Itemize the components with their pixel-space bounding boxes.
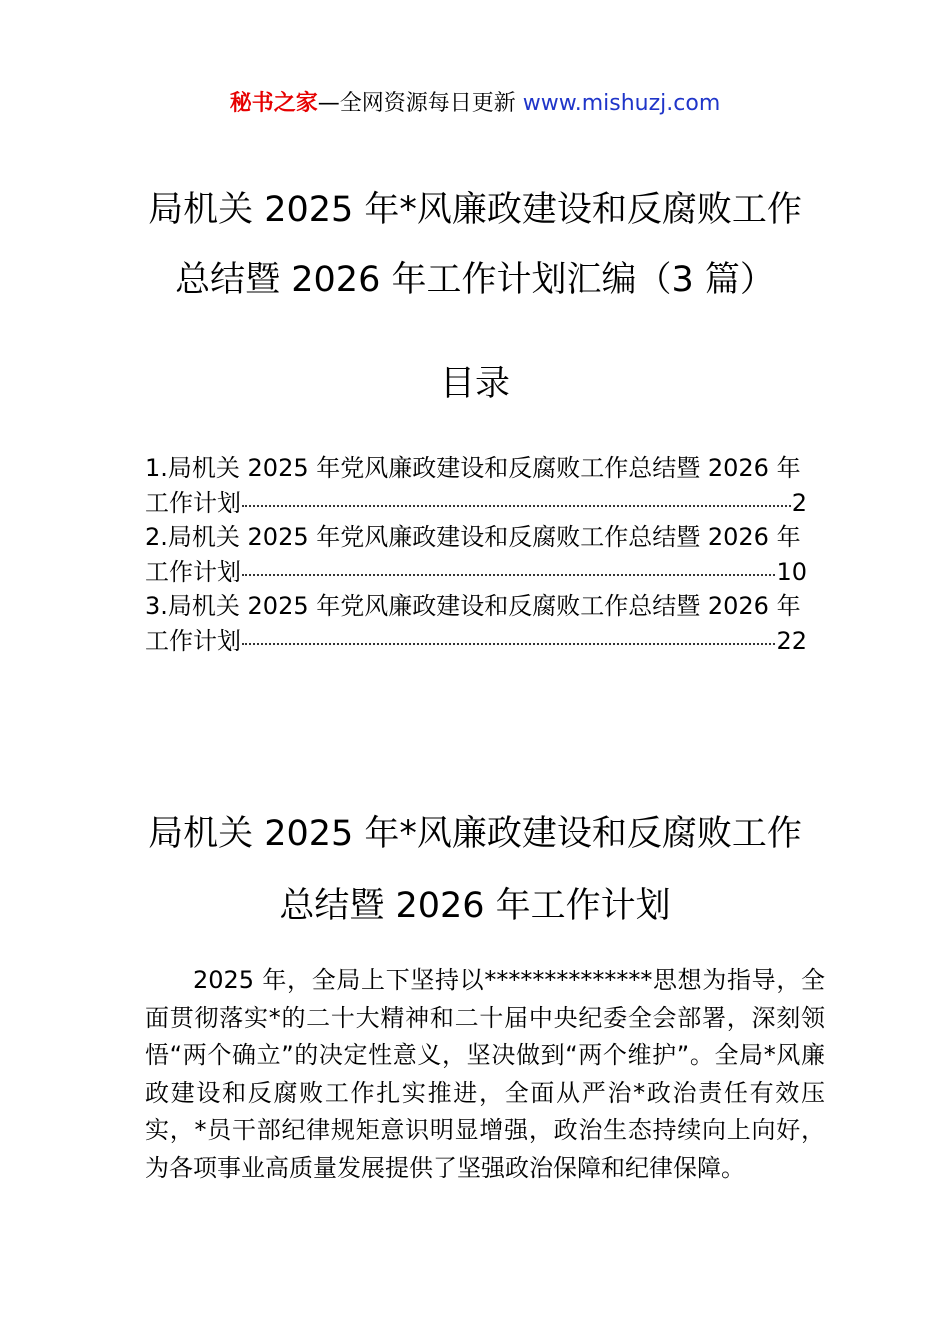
toc-entry-title-cont: 工作计划 — [145, 626, 241, 655]
toc-entry-title: 1.局机关 2025 年党风廉政建设和反腐败工作总结暨 2026 年 — [145, 454, 801, 482]
main-title-line-2: 总结暨 2026 年工作计划汇编（3 篇） — [175, 260, 775, 300]
brand-name: 秘书之家 — [229, 91, 318, 116]
toc-entry-2[interactable] — [145, 520, 807, 589]
toc-entry-title: 3.局机关 2025 年党风廉政建设和反腐败工作总结暨 2026 年 — [145, 592, 801, 620]
toc-page-number: 10 — [776, 557, 807, 586]
site-header — [0, 88, 950, 120]
article-title-line-2: 总结暨 2026 年工作计划 — [279, 886, 671, 926]
toc-leader-dots — [242, 505, 791, 507]
table-of-contents — [145, 451, 807, 658]
toc-leader-dots — [242, 574, 775, 576]
toc-entry-title-cont: 工作计划 — [145, 488, 241, 517]
toc-entry-1[interactable] — [145, 451, 807, 520]
site-url-link[interactable]: www.mishuzj.com — [522, 91, 721, 116]
header-slogan: —全网资源每日更新 — [317, 91, 523, 116]
article-paragraph: 2025 年，全局上下坚持以**************思想为指导，全面贯彻落实*的二十大精神和二十届中央纪委全会部署，深刻领悟“两个确立”的决定性意义，坚决做到“两个维护”。全局*风廉政建设和反腐败工作扎实推进，全面从严治*政治责任有效压实，*员干部纪律规矩意识明显增强，政治生态持续向上向好，为各项事业高质量发展提供了坚强政治保障和纪律保障。 — [145, 966, 825, 1182]
toc-entry-title: 2.局机关 2025 年党风廉政建设和反腐败工作总结暨 2026 年 — [145, 523, 801, 551]
toc-page-number: 22 — [776, 626, 807, 655]
article-title-line-1: 局机关 2025 年*风廉政建设和反腐败工作 — [148, 814, 802, 854]
toc-heading: 目录 — [439, 364, 510, 404]
toc-page-number: 2 — [791, 488, 807, 517]
toc-entry-title-cont: 工作计划 — [145, 557, 241, 586]
main-title-line-1: 局机关 2025 年*风廉政建设和反腐败工作 — [148, 190, 802, 230]
toc-entry-3[interactable] — [145, 589, 807, 658]
toc-leader-dots — [242, 643, 775, 645]
